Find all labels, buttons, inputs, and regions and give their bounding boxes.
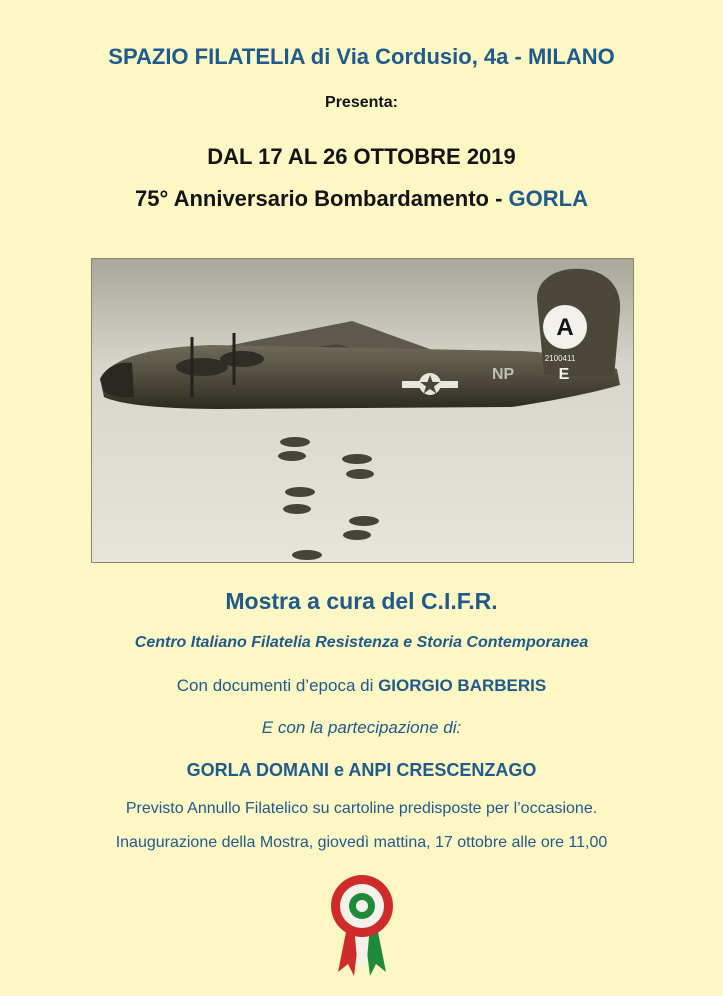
fuselage-code: NP	[492, 366, 515, 383]
tricolor-cockade-icon	[324, 872, 400, 982]
partners: GORLA DOMANI e ANPI CRESCENZAGO	[186, 760, 537, 780]
fin-letter: E	[558, 366, 570, 383]
bomber-photo	[91, 258, 634, 563]
event-dates: DAL 17 AL 26 OTTOBRE 2019	[207, 144, 516, 169]
presents-label: Presenta:	[325, 94, 398, 111]
anniversary-title	[0, 186, 723, 212]
documents-line	[0, 676, 723, 696]
tail-serial: 2100411	[544, 354, 576, 363]
documents-prefix: Con documenti d’epoca di	[176, 676, 379, 695]
anniversary-prefix: 75° Anniversario Bombardamento -	[135, 186, 509, 211]
tail-letter: A	[556, 314, 574, 341]
anniversary-place: GORLA	[508, 186, 588, 211]
inauguration-notice: Inaugurazione della Mostra, giovedì mattina, 17 ottobre alle ore 11,00	[115, 834, 608, 851]
venue-title: SPAZIO FILATELIA di Via Cordusio, 4a - MILANO	[108, 44, 615, 69]
curated-by: Mostra a cura del C.I.F.R.	[225, 588, 498, 614]
annullo-notice: Previsto Annullo Filatelico su cartoline predisposte per l’occasione.	[125, 800, 598, 817]
documents-author: GIORGIO BARBERIS	[378, 676, 547, 695]
participation-label: E con la partecipazione di:	[261, 718, 462, 737]
organization-name: Centro Italiano Filatelia Resistenza e Storia Contemporanea	[134, 634, 589, 651]
